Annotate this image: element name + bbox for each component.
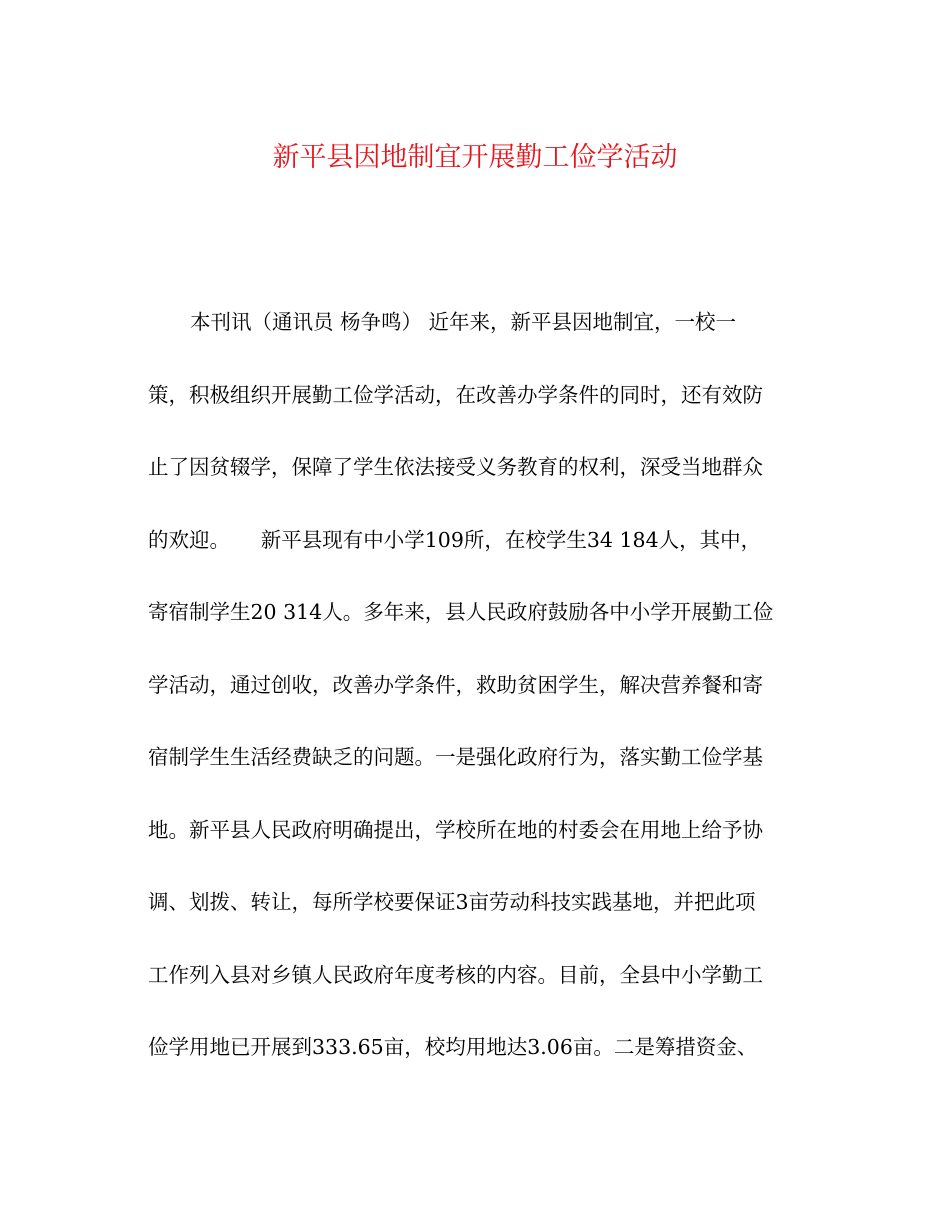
document-title: 新平县因地制宜开展勤工俭学活动 bbox=[272, 142, 678, 173]
text-line: 调、划拨、转让，每所学校要保证3亩劳动科技实践基地，并把此项 bbox=[148, 890, 756, 914]
article-body bbox=[148, 302, 808, 1100]
text-line: 策，积极组织开展勤工俭学活动，在改善办学条件的同时，还有效防 bbox=[148, 382, 763, 407]
text-line: 宿制学生生活经费缺乏的问题。一是强化政府行为，落实勤工俭学基 bbox=[148, 745, 763, 769]
text-line: 本刊讯（通讯员 杨争鸣） 近年来，新平县因地制宜，一校一 bbox=[190, 310, 737, 334]
text-line: 俭学用地已开展到333.65亩，校均用地达3.06亩。二是筹措资金、 bbox=[148, 1035, 758, 1059]
text-line: 地。新平县人民政府明确提出，学校所在地的村委会在用地上给予协 bbox=[148, 817, 763, 842]
text-line: 寄宿制学生20 314人。多年来，县人民政府鼓励各中小学开展勤工俭 bbox=[148, 600, 774, 624]
text-line: 工作列入县对乡镇人民政府年度考核的内容。目前，全县中小学勤工 bbox=[148, 962, 763, 987]
text-line: 的欢迎。 新平县现有中小学109所，在校学生34 184人，其中， bbox=[148, 527, 762, 552]
text-line: 学活动，通过创收，改善办学条件，救助贫困学生，解决营养餐和寄 bbox=[148, 672, 763, 697]
text-line: 止了因贫辍学，保障了学生依法接受义务教育的权利，深受当地群众 bbox=[148, 455, 763, 479]
